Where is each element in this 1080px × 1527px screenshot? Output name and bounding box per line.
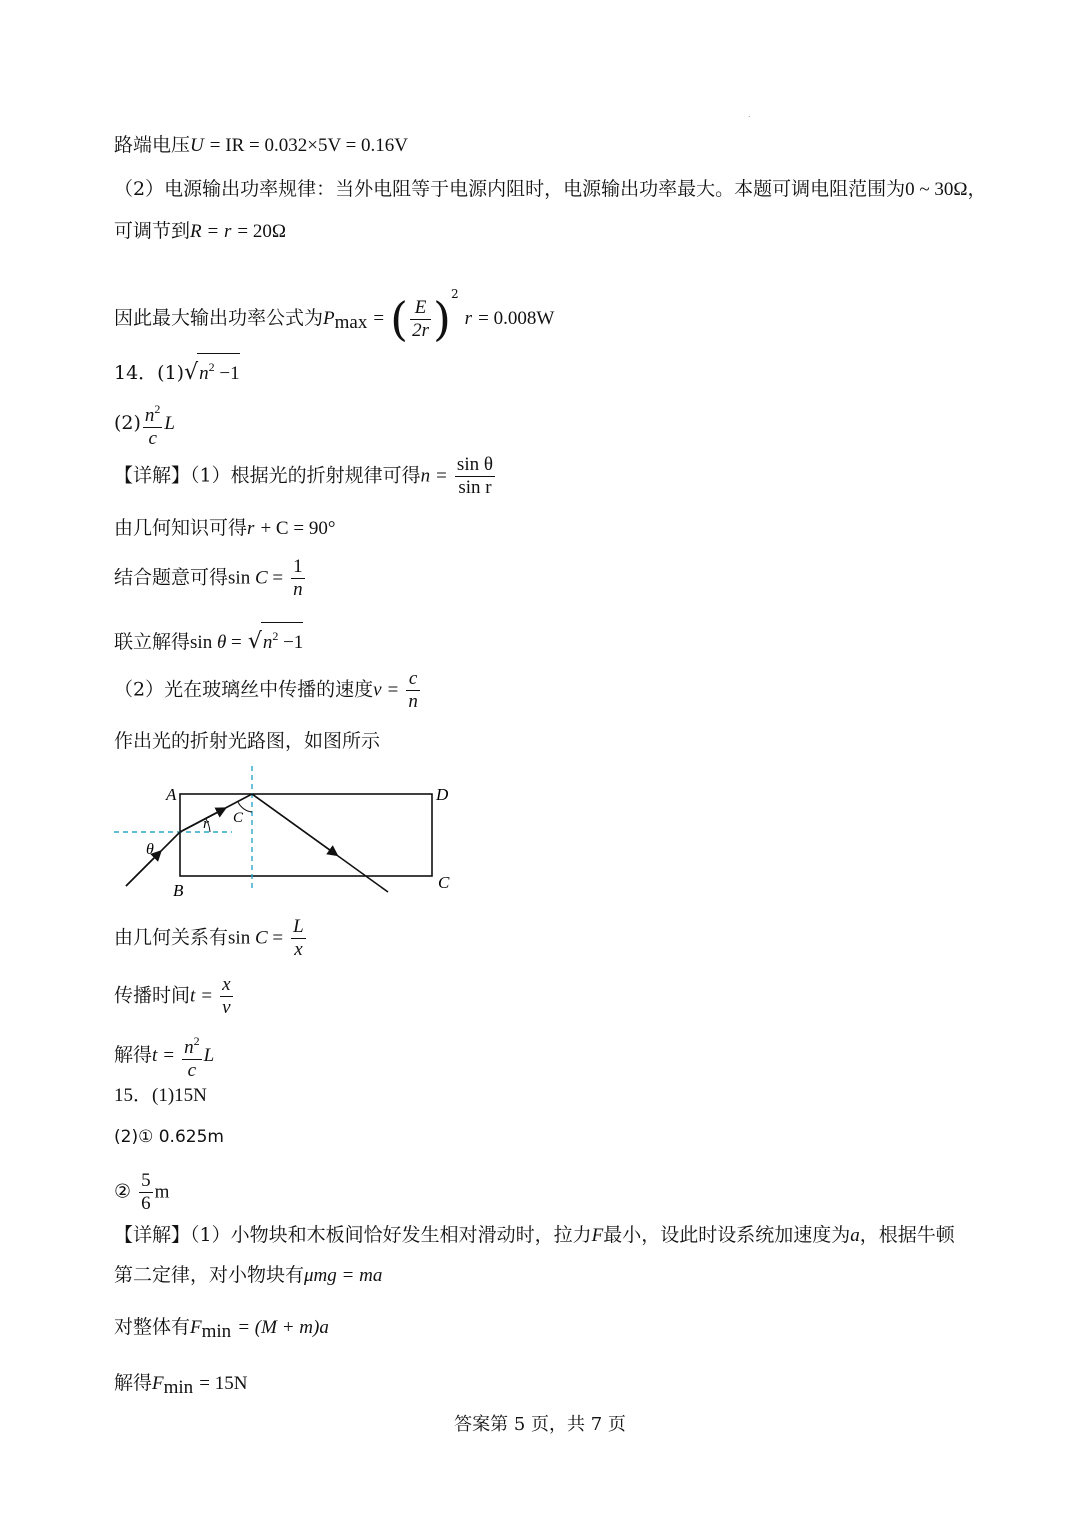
detail-solve: 联立解得$\sin \theta = √n^2 -1$ <box>114 622 303 656</box>
page-footer: 答案第 5 页，共 7 页 <box>454 1414 626 1435</box>
detail15-line3: 对整体有$F_{min} = (M + m)a$ <box>114 1316 329 1342</box>
detail15-line1: 【详解】（1）小物块和木板间恰好发生相对滑动时，拉力F最小，设此时设系统加速度为a，根据牛顿 <box>114 1224 955 1246</box>
detail-geometry: 由几何知识可得r + C = 90° <box>114 517 336 539</box>
label-b: B <box>173 881 184 900</box>
detail-speed: （2）光在玻璃丝中传播的速度v = $\frac{c}{n}$ <box>114 668 418 712</box>
label-a: A <box>166 785 177 804</box>
detail15-line4: 解得$F_{min} = 15N$ <box>114 1372 248 1398</box>
line-power-rule: （2）电源输出功率规律：当外电阻等于电源内阻时，电源输出功率最大。本题可调电阻范围为0 ~ 30Ω， <box>114 178 987 200</box>
q14-part1: 14．$(1)√n^2 -1$ <box>114 353 240 387</box>
detail-sinc: 结合题意可得sin C = $\frac{1}{n}$ <box>114 556 303 600</box>
line-adjust: 可调节到R = r = 20Ω <box>114 220 286 242</box>
label-c-angle: C <box>233 810 244 826</box>
label-d: D <box>436 785 449 804</box>
detail-geometric-relation: 由几何关系有sin C = $\frac{L}{x}$ <box>114 916 304 960</box>
speck: . <box>748 110 751 119</box>
label-c-corner: C <box>438 873 450 892</box>
glass-fiber-rect <box>180 794 432 876</box>
label-theta: θ <box>146 841 154 858</box>
line-terminal-voltage: 路端电压U = IR = 0.032×5V = 0.16V <box>114 134 409 156</box>
detail-refraction: 【详解】（1）根据光的折射规律可得n = $\frac{\text{sin θ}}{\text{sin r}}$ <box>114 454 493 498</box>
q14-part2: (2) $\frac{n^2}{c}$ L <box>114 398 175 450</box>
detail-solve-time: 解得t = $\frac{n^2}{c}$ L <box>114 1030 214 1082</box>
incident-arrow <box>126 854 158 886</box>
q15-part2a: (2)① 0.625m <box>114 1127 224 1147</box>
q15-part1: 15．(1)15N <box>114 1085 207 1106</box>
label-r: r <box>203 816 209 832</box>
reflected-arrow <box>252 794 334 853</box>
refracted-arrow <box>180 810 222 832</box>
line-pmax: 因此最大输出功率公式为$P_{max}$ = ( $\frac{E}{2r}$ )$^2$ r = 0.008W <box>114 287 555 346</box>
detail-draw: 作出光的折射光路图，如图所示 <box>114 730 381 752</box>
detail15-line2: 第二定律，对小物块有μmg = ma <box>114 1264 383 1286</box>
refraction-diagram <box>110 764 470 904</box>
q15-part2b: ② $\frac{5}{6}$ m <box>114 1170 170 1214</box>
detail-time: 传播时间t = $\frac{x}{v}$ <box>114 974 231 1018</box>
